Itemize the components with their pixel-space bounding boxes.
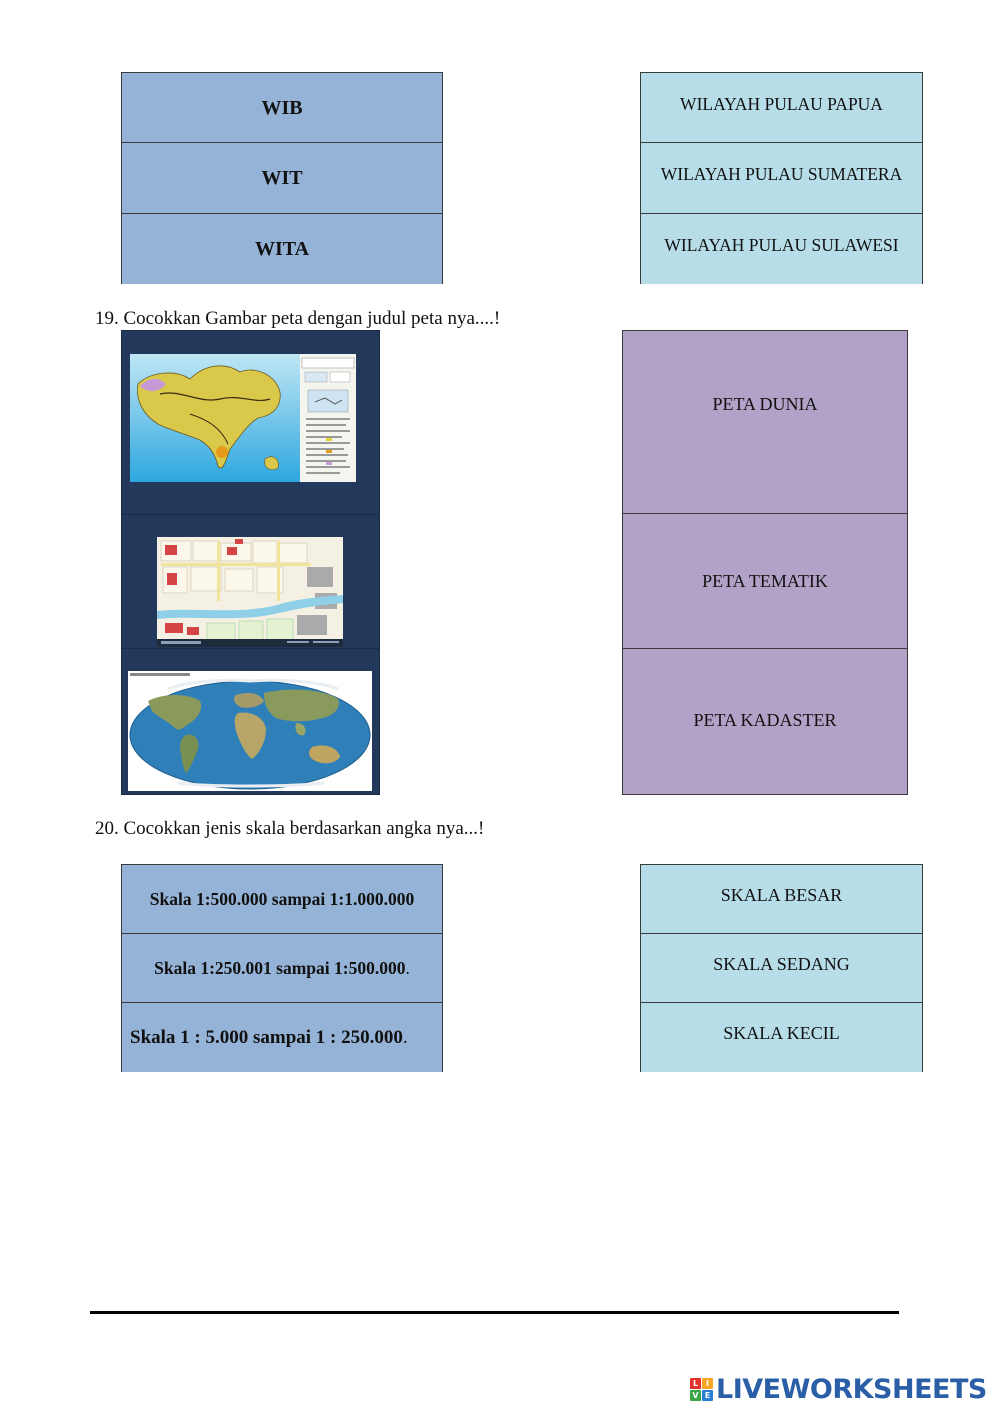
logo-icon-letter: L (690, 1378, 701, 1389)
footer-divider (90, 1311, 899, 1314)
q18-left-label: WITA (254, 238, 310, 261)
q20-right-label: SKALA BESAR (720, 884, 843, 905)
q19-right-label: PETA KADASTER (693, 709, 837, 730)
q20-scale-type-column (640, 864, 923, 1072)
q18-left-item-wita[interactable] (122, 214, 442, 284)
q18-left-item-wit[interactable] (122, 143, 442, 213)
q18-right-item-sumatera[interactable] (641, 143, 922, 213)
map-cell-world[interactable] (122, 649, 379, 796)
logo-icon-letter: V (690, 1390, 701, 1401)
q20-left-item-1[interactable] (122, 865, 442, 934)
cadastral-map-image (157, 537, 343, 647)
q18-left-label: WIB (261, 97, 303, 120)
q20-right-item-skala-sedang[interactable] (641, 934, 922, 1003)
liveworksheets-logo[interactable] (690, 1372, 987, 1406)
logo-icon-letter: I (702, 1378, 713, 1389)
q19-map-images-panel (121, 330, 380, 795)
q19-right-label: PETA TEMATIK (702, 570, 828, 591)
world-map-illustration (128, 671, 372, 791)
q20-left-label-bold: Skala 1:250.001 sampai 1:500.000 (154, 957, 406, 978)
map-cell-cadastral[interactable] (122, 515, 379, 649)
liveworksheets-logo-icon (690, 1378, 713, 1401)
q19-map-title-column (622, 330, 908, 795)
q18-left-label: WIT (261, 167, 303, 190)
logo-icon-letter: E (702, 1390, 713, 1401)
q20-right-label: SKALA KECIL (723, 1023, 840, 1043)
q18-timezone-column (121, 72, 443, 284)
q19-right-label: PETA DUNIA (712, 394, 818, 414)
q20-left-label (130, 1027, 408, 1049)
q20-right-label: SKALA SEDANG (713, 953, 850, 974)
q20-right-item-skala-kecil[interactable] (641, 1003, 922, 1072)
q18-right-item-papua[interactable] (641, 73, 922, 143)
q18-right-label: WILAYAH PULAU SULAWESI (664, 235, 899, 256)
q20-left-label (150, 889, 414, 910)
q18-left-item-wib[interactable] (122, 73, 442, 143)
liveworksheets-logo-text: LIVEWORKSHEETS (716, 1373, 987, 1405)
q20-left-label-tail: . (405, 957, 410, 978)
q19-question-text: 19. Cocokkan Gambar peta dengan judul peta nya....! (95, 308, 501, 329)
q20-question-text: 20. Cocokkan jenis skala berdasarkan angka nya...! (95, 818, 485, 839)
q20-scale-range-column (121, 864, 443, 1072)
q20-left-label-tail: . (402, 1026, 408, 1048)
q18-right-item-sulawesi[interactable] (641, 214, 922, 284)
q19-right-item-peta-tematik[interactable] (623, 514, 907, 649)
q20-left-label (154, 958, 410, 979)
thematic-map-illustration (130, 354, 356, 482)
q20-left-label-bold: Skala 1:500.000 sampai 1:1.000.000 (149, 888, 415, 909)
q20-right-item-skala-besar[interactable] (641, 865, 922, 934)
q18-right-label: WILAYAH PULAU PAPUA (680, 94, 883, 115)
q19-right-item-peta-dunia[interactable] (623, 331, 907, 514)
q19-right-item-peta-kadaster[interactable] (623, 649, 907, 794)
thematic-map-image (130, 354, 356, 482)
q20-left-label-bold: Skala 1 : 5.000 sampai 1 : 250.000 (130, 1026, 403, 1048)
map-cell-thematic[interactable] (122, 331, 379, 515)
q20-left-item-2[interactable] (122, 934, 442, 1003)
world-map-image (128, 671, 372, 791)
q20-left-item-3[interactable] (122, 1003, 442, 1072)
q18-right-label: WILAYAH PULAU SUMATERA (660, 164, 903, 185)
q18-region-column (640, 72, 923, 284)
cadastral-map-illustration (157, 537, 343, 647)
